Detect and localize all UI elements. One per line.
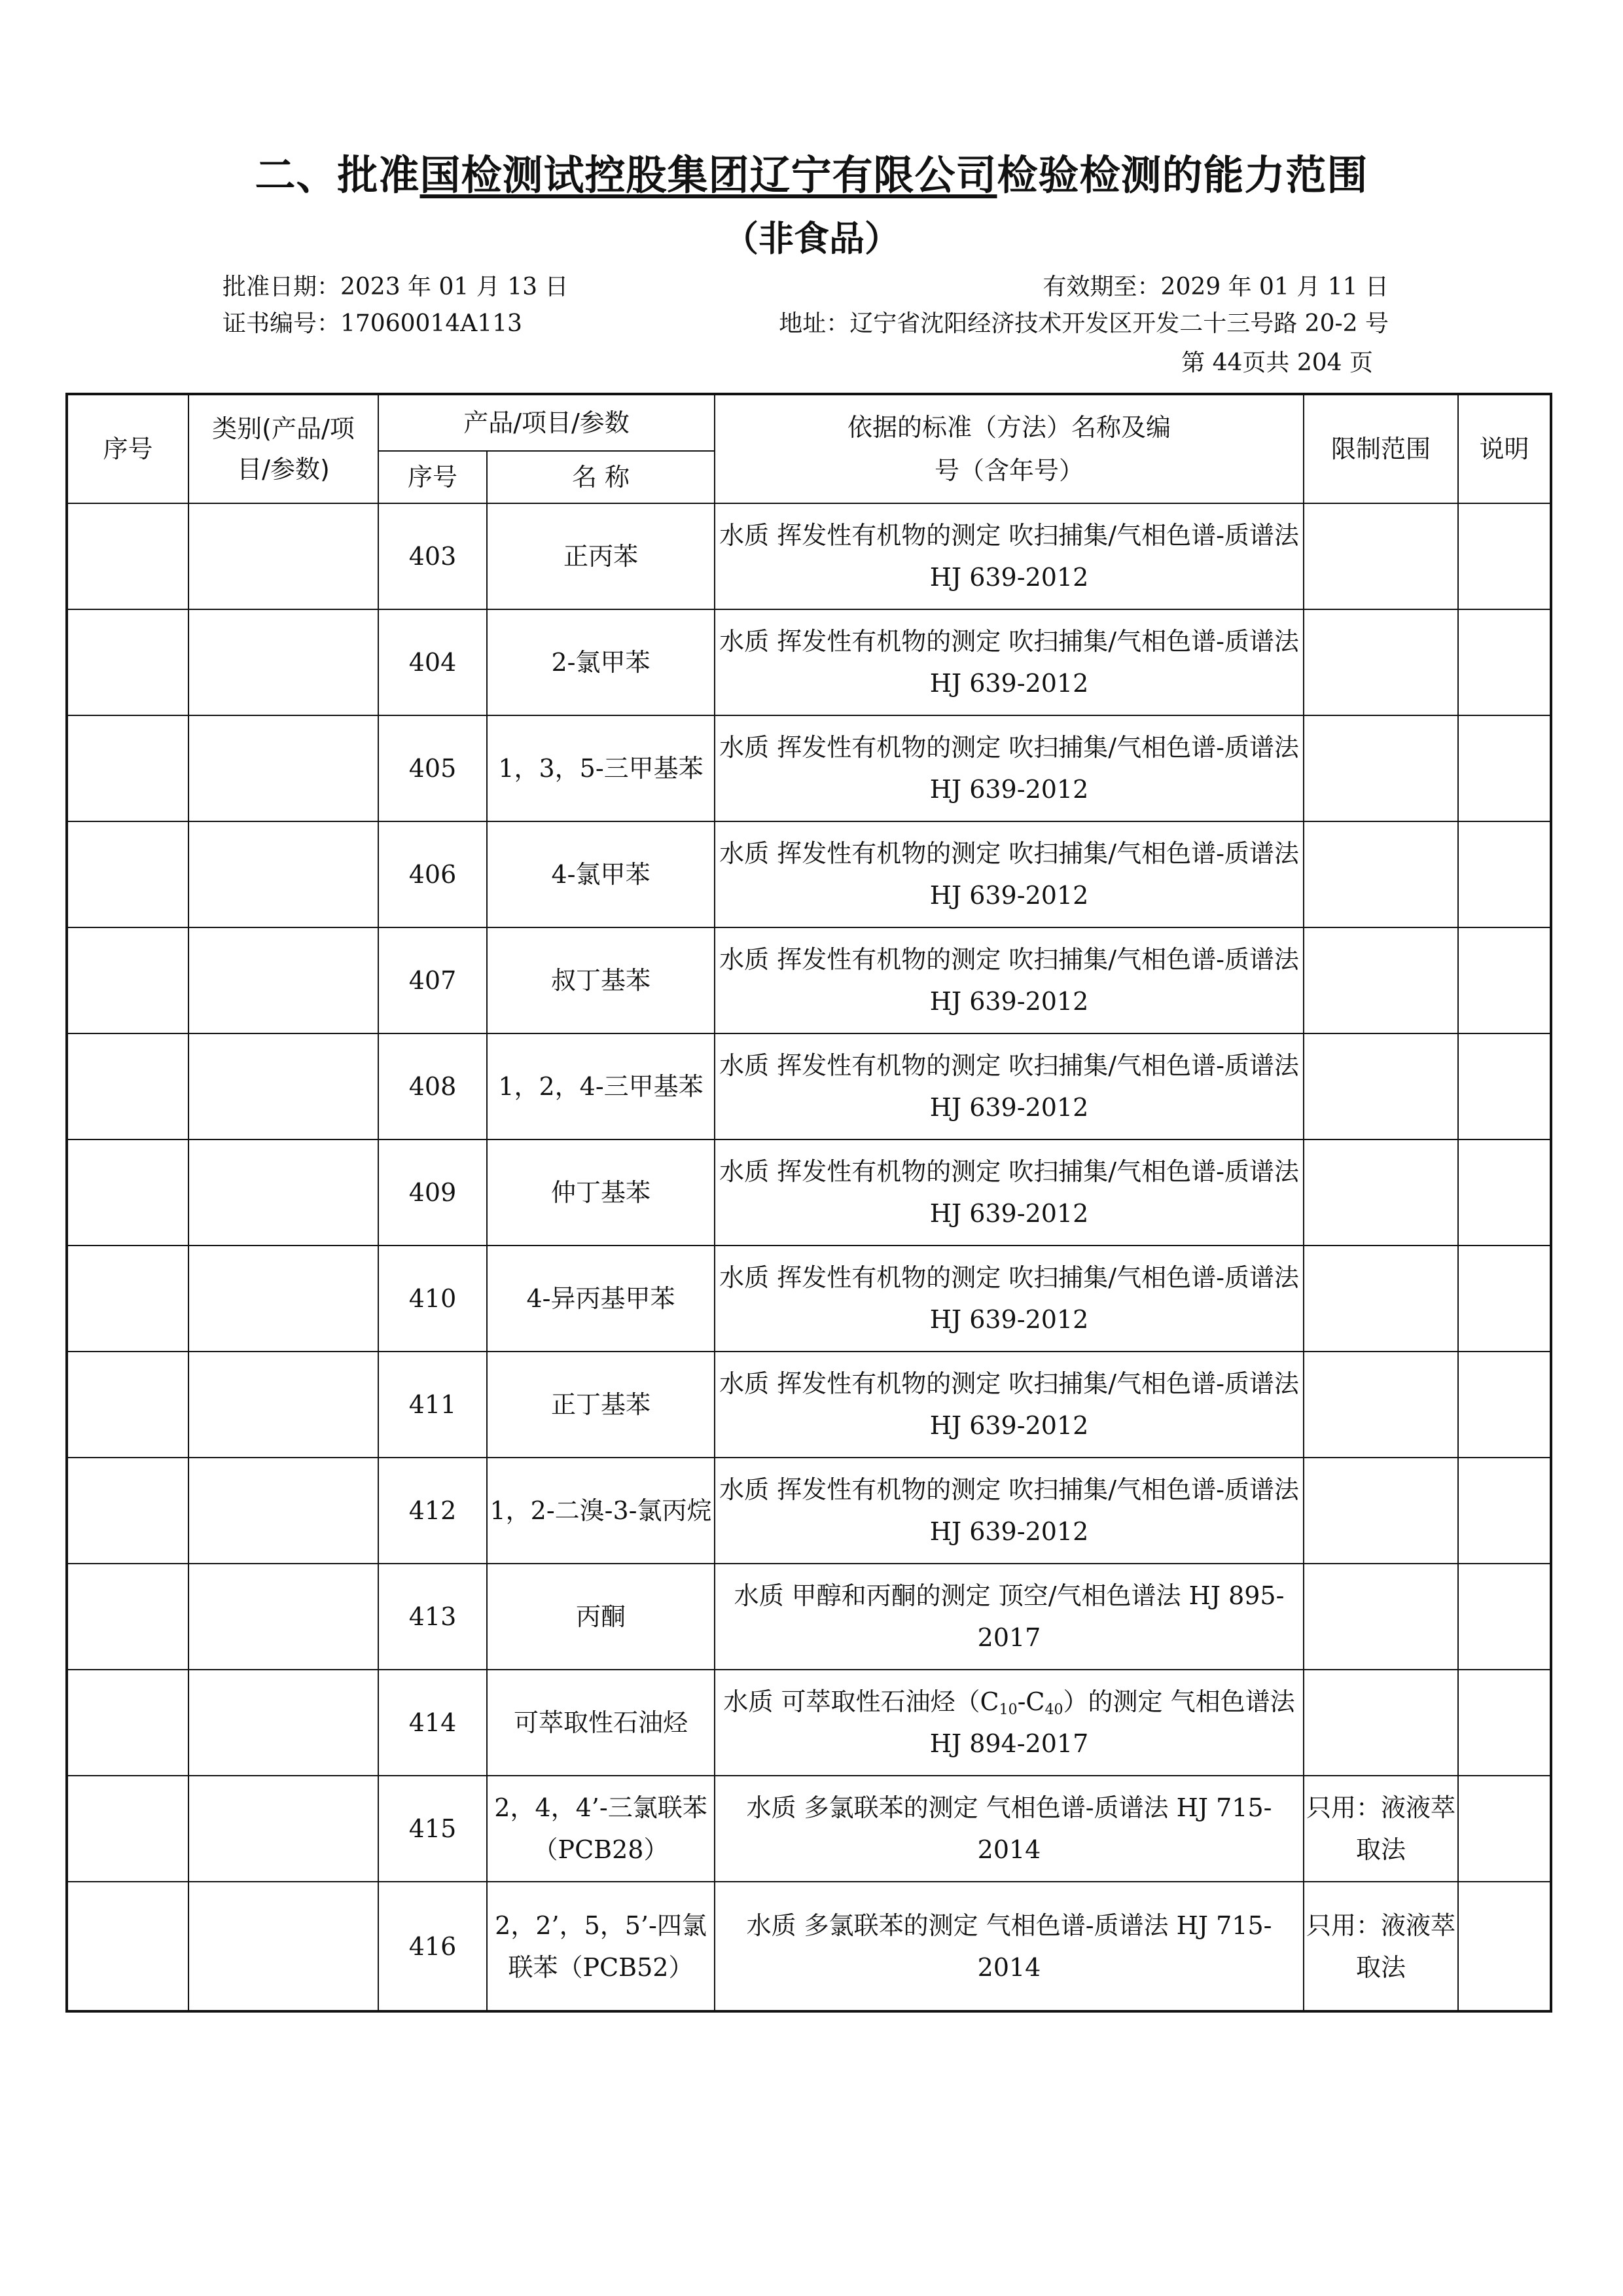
standard-subscript-1: 10	[999, 1702, 1018, 1718]
table-row	[67, 1776, 1551, 1882]
table-row	[67, 1033, 1551, 1139]
cell-name: 仲丁基苯	[487, 1139, 715, 1246]
cell-seq	[67, 715, 188, 821]
cell-standard	[715, 1670, 1304, 1776]
cell-limit: 只用：液液萃取法	[1304, 1882, 1458, 2011]
cell-category	[188, 1776, 378, 1882]
cell-note	[1458, 1246, 1551, 1352]
cell-standard: 水质 挥发性有机物的测定 吹扫捕集/气相色谱-质谱法 HJ 639-2012	[715, 715, 1304, 821]
cell-no: 403	[378, 503, 487, 609]
table-row	[67, 1882, 1551, 2011]
cell-category	[188, 1246, 378, 1352]
approval-date: 批准日期：2023 年 01 月 13 日	[223, 274, 569, 300]
title-suffix: 检验检测的能力范围	[997, 151, 1368, 199]
cell-note	[1458, 715, 1551, 821]
cell-no: 412	[378, 1458, 487, 1564]
certificate-number: 证书编号：17060014A113	[223, 310, 522, 337]
cell-category	[188, 821, 378, 927]
cell-standard: 水质 挥发性有机物的测定 吹扫捕集/气相色谱-质谱法 HJ 639-2012	[715, 1139, 1304, 1246]
cell-name: 4-异丙基甲苯	[487, 1246, 715, 1352]
table-row	[67, 821, 1551, 927]
cell-seq	[67, 1033, 188, 1139]
cell-limit	[1304, 1139, 1458, 1246]
cell-limit	[1304, 1564, 1458, 1670]
cell-no: 416	[378, 1882, 487, 2011]
table-row	[67, 1352, 1551, 1458]
cell-standard: 水质 挥发性有机物的测定 吹扫捕集/气相色谱-质谱法 HJ 639-2012	[715, 821, 1304, 927]
cell-name: 1，2-二溴-3-氯丙烷	[487, 1458, 715, 1564]
cell-note	[1458, 1670, 1551, 1776]
page-subtitle: （非食品）	[723, 218, 900, 259]
cell-category	[188, 1139, 378, 1246]
cell-limit	[1304, 1458, 1458, 1564]
cell-category	[188, 1564, 378, 1670]
cell-category	[188, 1458, 378, 1564]
standard-part-a: 水质 可萃取性石油烃（C	[723, 1687, 999, 1716]
cell-seq	[67, 1352, 188, 1458]
cell-standard: 水质 挥发性有机物的测定 吹扫捕集/气相色谱-质谱法 HJ 639-2012	[715, 609, 1304, 715]
cell-standard: 水质 挥发性有机物的测定 吹扫捕集/气相色谱-质谱法 HJ 639-2012	[715, 927, 1304, 1033]
table-row	[67, 927, 1551, 1033]
cell-seq	[67, 1564, 188, 1670]
cell-note	[1458, 1564, 1551, 1670]
title-org: 国检测试控股集团辽宁有限公司	[419, 151, 997, 199]
cell-name: 叔丁基苯	[487, 927, 715, 1033]
title-prefix: 二、批准	[255, 151, 420, 199]
cell-seq	[67, 1458, 188, 1564]
cell-note	[1458, 1882, 1551, 2011]
cell-no: 404	[378, 609, 487, 715]
cell-seq	[67, 503, 188, 609]
valid-until: 有效期至：2029 年 01 月 11 日	[1043, 274, 1389, 300]
cell-no: 410	[378, 1246, 487, 1352]
cell-no: 407	[378, 927, 487, 1033]
table-row	[67, 1670, 1551, 1776]
table-row	[67, 609, 1551, 715]
header-limit: 限制范围	[1304, 394, 1458, 503]
cell-name: 可萃取性石油烃	[487, 1670, 715, 1776]
cell-limit	[1304, 927, 1458, 1033]
cell-name: 1，3，5-三甲基苯	[487, 715, 715, 821]
standard-part-c: ）的测定 气相色谱法 HJ 894-2017	[929, 1687, 1295, 1758]
standard-subscript-2: 40	[1044, 1702, 1063, 1718]
cell-note	[1458, 927, 1551, 1033]
cell-note	[1458, 821, 1551, 927]
cell-category	[188, 927, 378, 1033]
cell-limit	[1304, 1352, 1458, 1458]
page-number: 第 44页共 204 页	[1181, 350, 1373, 376]
cell-limit	[1304, 503, 1458, 609]
cell-standard: 水质 挥发性有机物的测定 吹扫捕集/气相色谱-质谱法 HJ 639-2012	[715, 1033, 1304, 1139]
cell-seq	[67, 821, 188, 927]
cell-seq	[67, 1139, 188, 1246]
header-row-1	[67, 394, 1551, 451]
header-sub-name: 名 称	[487, 451, 715, 503]
cell-seq	[67, 1246, 188, 1352]
cell-name: 正丁基苯	[487, 1352, 715, 1458]
cell-category	[188, 715, 378, 821]
cell-seq	[67, 1670, 188, 1776]
table-row	[67, 1139, 1551, 1246]
table-row	[67, 503, 1551, 609]
cell-name: 4-氯甲苯	[487, 821, 715, 927]
cell-note	[1458, 1139, 1551, 1246]
header-sub-seq: 序号	[378, 451, 487, 503]
cell-standard: 水质 挥发性有机物的测定 吹扫捕集/气相色谱-质谱法 HJ 639-2012	[715, 503, 1304, 609]
cell-name: 1，2，4-三甲基苯	[487, 1033, 715, 1139]
cell-name: 2，2’，5，5’-四氯联苯（PCB52）	[487, 1882, 715, 2011]
table-row	[67, 715, 1551, 821]
cell-note	[1458, 1776, 1551, 1882]
table-row	[67, 1458, 1551, 1564]
cell-standard: 水质 挥发性有机物的测定 吹扫捕集/气相色谱-质谱法 HJ 639-2012	[715, 1352, 1304, 1458]
cell-category	[188, 1352, 378, 1458]
address: 地址：辽宁省沈阳经济技术开发区开发二十三号路 20-2 号	[779, 310, 1389, 337]
cell-name: 丙酮	[487, 1564, 715, 1670]
cell-limit	[1304, 821, 1458, 927]
cell-note	[1458, 1352, 1551, 1458]
cell-limit: 只用：液液萃取法	[1304, 1776, 1458, 1882]
cell-category	[188, 1670, 378, 1776]
cell-limit	[1304, 1670, 1458, 1776]
cell-category	[188, 1882, 378, 2011]
cell-note	[1458, 1458, 1551, 1564]
cell-standard: 水质 多氯联苯的测定 气相色谱-质谱法 HJ 715-2014	[715, 1776, 1304, 1882]
header-product: 产品/项目/参数	[378, 394, 715, 451]
cell-standard: 水质 多氯联苯的测定 气相色谱-质谱法 HJ 715-2014	[715, 1882, 1304, 2011]
cell-category	[188, 609, 378, 715]
header-standard: 依据的标准（方法）名称及编号（含年号）	[715, 394, 1304, 503]
cell-category	[188, 503, 378, 609]
header-seq: 序号	[67, 394, 188, 503]
cell-standard: 水质 甲醇和丙酮的测定 顶空/气相色谱法 HJ 895-2017	[715, 1564, 1304, 1670]
cell-no: 411	[378, 1352, 487, 1458]
cell-no: 406	[378, 821, 487, 927]
header-note: 说明	[1458, 394, 1551, 503]
cell-note	[1458, 609, 1551, 715]
cell-no: 414	[378, 1670, 487, 1776]
header-category: 类别(产品/项目/参数)	[188, 394, 378, 503]
capability-table	[65, 393, 1552, 2013]
cell-note	[1458, 1033, 1551, 1139]
cell-limit	[1304, 1033, 1458, 1139]
cell-name: 2-氯甲苯	[487, 609, 715, 715]
cell-seq	[67, 927, 188, 1033]
table-row	[67, 1246, 1551, 1352]
cell-category	[188, 1033, 378, 1139]
cell-note	[1458, 503, 1551, 609]
cell-standard: 水质 挥发性有机物的测定 吹扫捕集/气相色谱-质谱法 HJ 639-2012	[715, 1246, 1304, 1352]
standard-part-b: -C	[1017, 1687, 1045, 1716]
cell-no: 415	[378, 1776, 487, 1882]
cell-seq	[67, 1776, 188, 1882]
cell-no: 413	[378, 1564, 487, 1670]
page-title	[0, 143, 1623, 201]
cell-limit	[1304, 715, 1458, 821]
cell-name: 2，4，4’-三氯联苯（PCB28）	[487, 1776, 715, 1882]
cell-no: 408	[378, 1033, 487, 1139]
cell-standard: 水质 挥发性有机物的测定 吹扫捕集/气相色谱-质谱法 HJ 639-2012	[715, 1458, 1304, 1564]
cell-no: 409	[378, 1139, 487, 1246]
cell-no: 405	[378, 715, 487, 821]
table-row	[67, 1564, 1551, 1670]
cell-limit	[1304, 1246, 1458, 1352]
cell-limit	[1304, 609, 1458, 715]
cell-seq	[67, 1882, 188, 2011]
cell-seq	[67, 609, 188, 715]
cell-name: 正丙苯	[487, 503, 715, 609]
